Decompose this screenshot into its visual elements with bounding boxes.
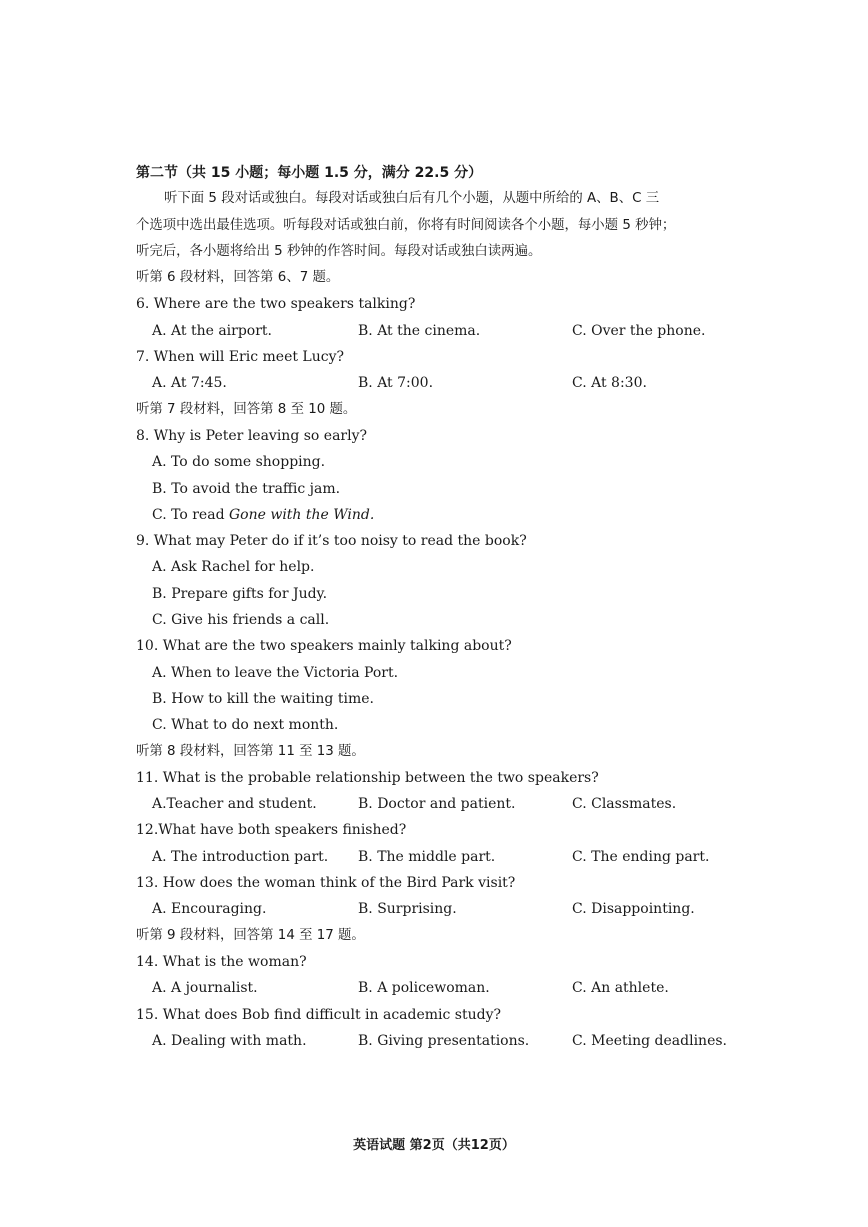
option-13b: B. Surprising. [358,901,457,918]
option-9b: B. Prepare gifts for Judy. [152,585,328,602]
instructions-line-3: 听完后，各小题将给出 5 秒钟的作答时间。每段对话或独白读两遍。 [136,243,542,259]
question-stem-8: 8. Why is Peter leaving so early? [136,427,368,444]
options-row-7 [136,370,736,396]
option-8a: A. To do some shopping. [152,454,326,471]
option-11b: B. Doctor and patient. [358,796,516,813]
options-row-14 [136,975,736,1001]
group-label-7: 听第 7 段材料，回答第 8 至 10 题。 [136,401,357,417]
options-row-12 [136,844,736,870]
group-label-9: 听第 9 段材料，回答第 14 至 17 题。 [136,927,365,943]
option-10c: C. What to do next month. [152,717,339,734]
option-9c: C. Give his friends a call. [152,612,330,629]
option-11c: C. Classmates. [572,796,677,813]
question-stem-12: 12.What have both speakers finished? [136,822,407,839]
options-row-15 [136,1028,736,1054]
option-13a: A. Encouraging. [152,901,267,918]
question-stem-6: 6. Where are the two speakers talking? [136,296,416,313]
option-12a: A. The introduction part. [152,848,329,865]
option-10a: A. When to leave the Victoria Port. [152,664,399,681]
question-stem-10: 10. What are the two speakers mainly talking about? [136,638,512,655]
option-10b: B. How to kill the waiting time. [152,690,374,707]
option-15b: B. Giving presentations. [358,1032,530,1049]
option-7b: B. At 7:00. [358,375,434,392]
options-row-11 [136,791,736,817]
option-15a: A. Dealing with math. [152,1032,307,1049]
options-row-13 [136,896,736,922]
option-14c: C. An athlete. [572,980,669,997]
option-6b: B. At the cinema. [358,322,481,339]
option-7c: C. At 8:30. [572,375,647,392]
option-13c: C. Disappointing. [572,901,695,918]
option-8c [136,502,736,528]
option-8b: B. To avoid the traffic jam. [152,480,341,497]
group-label-6: 听第 6 段材料，回答第 6、7 题。 [136,270,340,286]
book-title: Gone with the Wind. [228,506,375,523]
question-stem-13: 13. How does the woman think of the Bird Park visit? [136,875,516,892]
option-12b: B. The middle part. [358,848,496,865]
question-stem-11: 11. What is the probable relationship between the two speakers? [136,769,599,786]
option-14b: B. A policewoman. [358,980,490,997]
section-two [136,160,736,1054]
option-6c: C. Over the phone. [572,322,706,339]
question-stem-9: 9. What may Peter do if it’s too noisy to read the book? [136,533,527,550]
option-7a: A. At 7:45. [152,375,227,392]
option-12c: C. The ending part. [572,848,710,865]
option-11a: A.Teacher and student. [152,796,317,813]
option-6a: A. At the airport. [152,322,273,339]
section-heading: 第二节（共 15 小题；每小题 1.5 分，满分 22.5 分） [136,165,483,181]
option-9a: A. Ask Rachel for help. [152,559,315,576]
option-14a: A. A journalist. [152,980,258,997]
option-8c-text: C. To read [152,506,229,523]
option-15c: C. Meeting deadlines. [572,1032,727,1049]
question-stem-14: 14. What is the woman? [136,953,307,970]
instructions-line-2: 个选项中选出最佳选项。听每段对话或独白前，你将有时间阅读各个小题，每小题 5 秒钟； [136,217,676,233]
question-stem-7: 7. When will Eric meet Lucy? [136,349,345,366]
group-label-8: 听第 8 段材料，回答第 11 至 13 题。 [136,743,365,759]
page-footer: 英语试题 第2页（共12页） [353,1138,515,1153]
options-row-6 [136,318,736,344]
question-stem-15: 15. What does Bob find difficult in academic study? [136,1006,501,1023]
instructions-line-1: 听下面 5 段对话或独白。每段对话或独白后有几个小题，从题中所给的 A、B、C 三 [164,191,660,207]
